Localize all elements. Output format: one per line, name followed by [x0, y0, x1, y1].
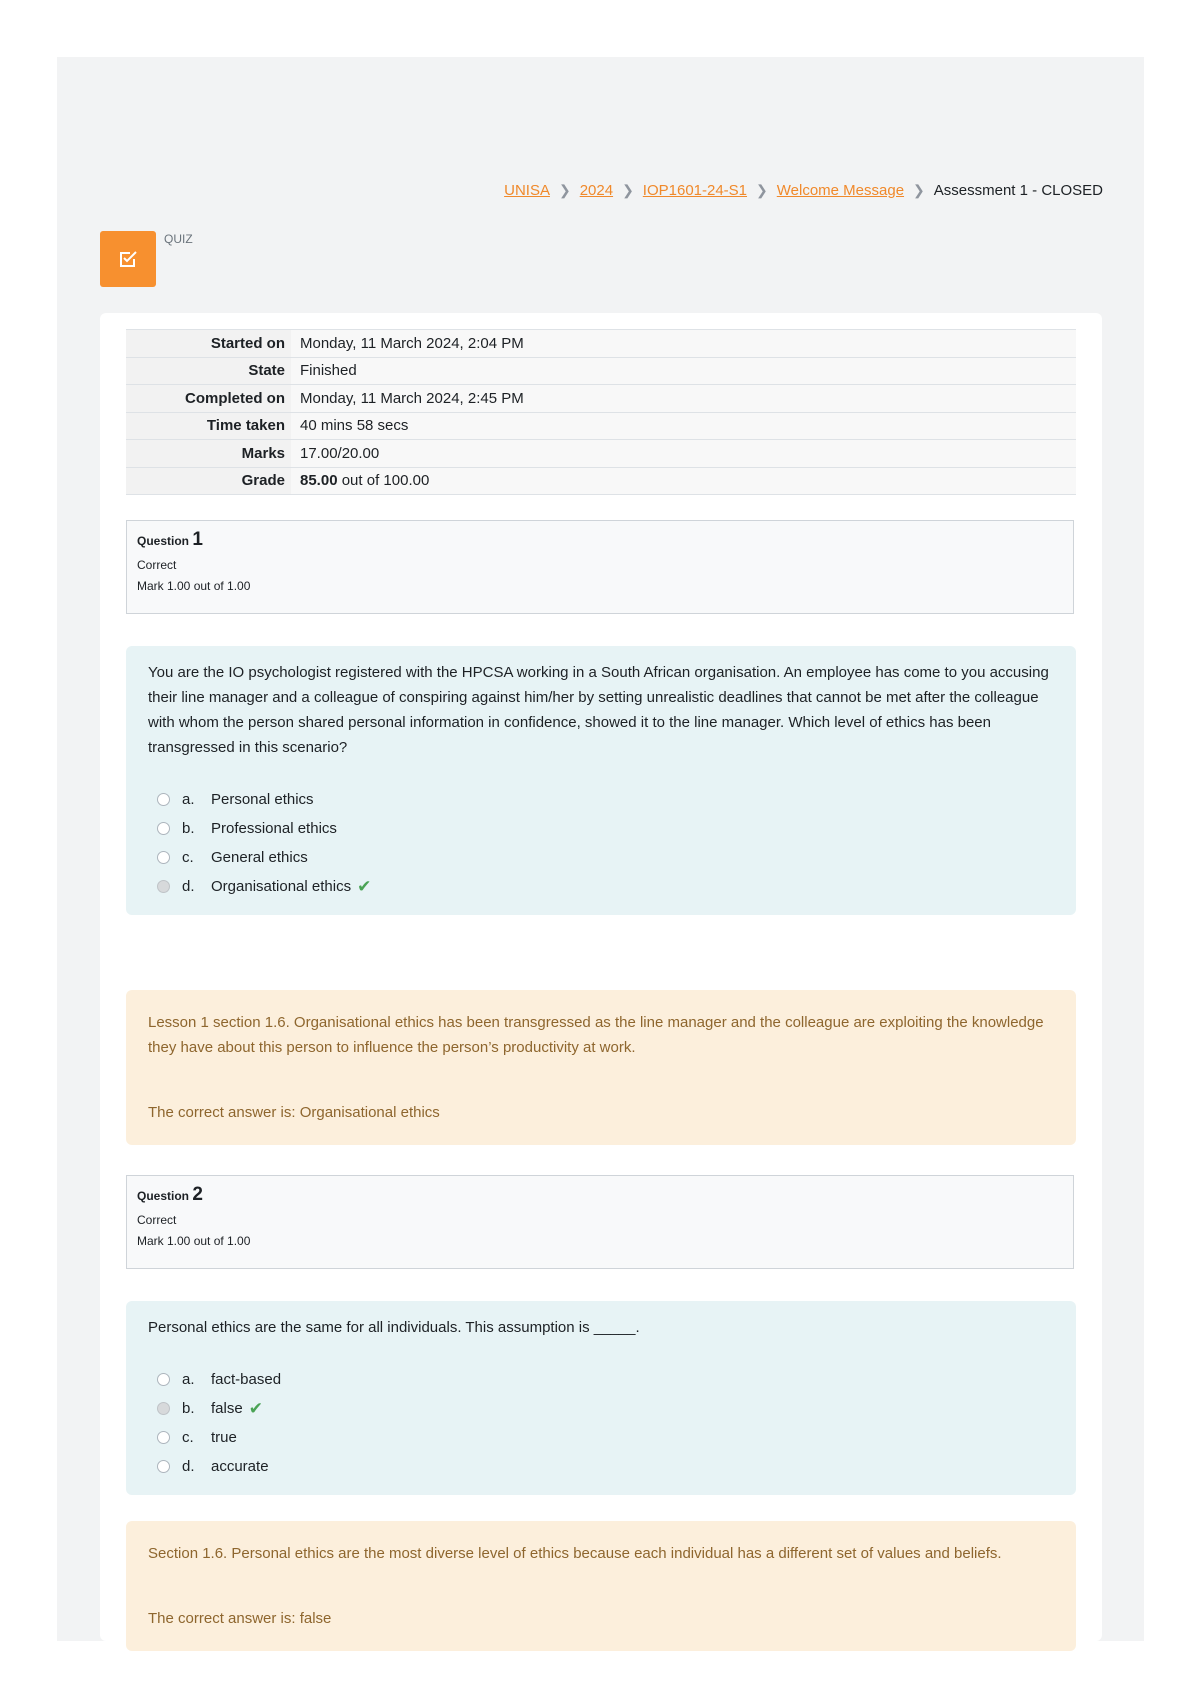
- breadcrumb: [504, 182, 1103, 199]
- summary-value: Monday, 11 March 2024, 2:45 PM: [291, 385, 1076, 413]
- radio-button-checked[interactable]: [157, 1402, 170, 1415]
- answer-letter: b.: [182, 1400, 195, 1417]
- radio-button-checked[interactable]: [157, 880, 170, 893]
- general-feedback: Section 1.6. Personal ethics are the most diverse level of ethics because each individual has a different set of values and beliefs.: [148, 1545, 1002, 1562]
- answer-letter: c.: [182, 1429, 194, 1446]
- question-number-value: 2: [192, 1184, 203, 1205]
- radio-button[interactable]: [157, 851, 170, 864]
- answer-list: [148, 785, 1054, 901]
- chevron-right-icon: ❯: [756, 182, 768, 198]
- question-mark: Mark 1.00 out of 1.00: [137, 579, 251, 593]
- correct-answer-text: The correct answer is: Organisational ethics: [148, 1104, 440, 1121]
- summary-row: [126, 357, 1076, 385]
- radio-button[interactable]: [157, 1431, 170, 1444]
- summary-row: [126, 330, 1076, 358]
- answer-option[interactable]: [148, 1452, 1054, 1481]
- summary-row: [126, 467, 1076, 495]
- grade-value: 85.00: [300, 472, 338, 490]
- checkmark-icon: ✔: [248, 1398, 263, 1418]
- general-feedback: Lesson 1 section 1.6. Organisational ethics has been transgressed as the line manager and the colleague are exploiting the knowledge they have about this person to influence the person’s productivity at work.: [148, 1014, 1044, 1056]
- question-mark: Mark 1.00 out of 1.00: [137, 1234, 251, 1248]
- quiz-checkbox-icon: [100, 231, 156, 287]
- correct-answer-text: The correct answer is: false: [148, 1610, 332, 1627]
- answer-text: true: [211, 1429, 237, 1446]
- question-info-1: [126, 520, 1074, 614]
- answer-letter: b.: [182, 820, 195, 837]
- answer-text: fact-based: [211, 1371, 282, 1388]
- answer-option[interactable]: [148, 814, 1054, 843]
- summary-label: Started on: [126, 330, 291, 358]
- summary-value: 17.00/20.00: [291, 440, 1076, 468]
- answer-option[interactable]: [148, 1423, 1054, 1452]
- answer-letter: d.: [182, 1458, 195, 1475]
- breadcrumb-link-unisa[interactable]: UNISA: [504, 182, 550, 199]
- answer-list: [148, 1365, 1054, 1481]
- radio-button[interactable]: [157, 822, 170, 835]
- breadcrumb-current: Assessment 1 - CLOSED: [933, 182, 1103, 199]
- summary-value: Monday, 11 March 2024, 2:04 PM: [291, 330, 1076, 358]
- summary-row: [126, 385, 1076, 413]
- summary-value: [291, 467, 1076, 495]
- summary-row: [126, 440, 1076, 468]
- summary-label: Completed on: [126, 385, 291, 413]
- answer-text: accurate: [211, 1458, 269, 1475]
- summary-label: Marks: [126, 440, 291, 468]
- summary-row: [126, 412, 1076, 440]
- question-text-box-1: [126, 646, 1076, 915]
- summary-label: Time taken: [126, 412, 291, 440]
- answer-text: General ethics: [211, 849, 308, 866]
- answer-letter: a.: [182, 1371, 195, 1388]
- feedback-box-1: [126, 990, 1076, 1145]
- answer-option[interactable]: [148, 1365, 1054, 1394]
- question-number-value: 1: [192, 529, 203, 550]
- question-text-box-2: [126, 1301, 1076, 1495]
- quiz-review-card: [100, 313, 1102, 1641]
- breadcrumb-link-section[interactable]: Welcome Message: [776, 182, 905, 199]
- summary-value: 40 mins 58 secs: [291, 412, 1076, 440]
- answer-option-selected[interactable]: [148, 872, 1054, 901]
- breadcrumb-link-year[interactable]: 2024: [579, 182, 614, 199]
- question-text: You are the IO psychologist registered with the HPCSA working in a South African organisation. An employee has come to you accusing their line manager and a colleague of conspiring against him/her by setting unrealistic deadlines that cannot be met after the colleague with whom the person shared personal information in confidence, showed it to the line manager. Which level of ethics has been transgressed in this scenario?: [148, 664, 1049, 756]
- answer-option[interactable]: [148, 785, 1054, 814]
- question-label: Question: [137, 1189, 190, 1203]
- question-state: Correct: [137, 1213, 177, 1227]
- answer-text: false: [211, 1400, 243, 1417]
- chevron-right-icon: ❯: [913, 182, 925, 198]
- chevron-right-icon: ❯: [622, 182, 634, 198]
- summary-label: State: [126, 357, 291, 385]
- answer-option[interactable]: [148, 843, 1054, 872]
- breadcrumb-link-course[interactable]: IOP1601-24-S1: [642, 182, 748, 199]
- answer-text: Professional ethics: [211, 820, 337, 837]
- chevron-right-icon: ❯: [558, 182, 571, 198]
- feedback-box-2: [126, 1521, 1076, 1651]
- radio-button[interactable]: [157, 1373, 170, 1386]
- question-state: Correct: [137, 558, 177, 572]
- question-number: [137, 529, 1063, 551]
- question-info-2: [126, 1175, 1074, 1269]
- answer-text: Organisational ethics: [211, 878, 352, 895]
- answer-letter: c.: [182, 849, 194, 866]
- summary-value: Finished: [291, 357, 1076, 385]
- answer-option-selected[interactable]: [148, 1394, 1054, 1423]
- answer-letter: d.: [182, 878, 195, 895]
- question-label: Question: [137, 534, 190, 548]
- answer-text: Personal ethics: [211, 791, 314, 808]
- question-text: Personal ethics are the same for all individuals. This assumption is _____.: [148, 1319, 640, 1336]
- page-frame: [57, 57, 1144, 1641]
- grade-total: out of 100.00: [337, 472, 430, 490]
- radio-button[interactable]: [157, 793, 170, 806]
- answer-letter: a.: [182, 791, 195, 808]
- question-number: [137, 1184, 1063, 1206]
- summary-label: Grade: [126, 467, 291, 495]
- radio-button[interactable]: [157, 1460, 170, 1473]
- module-type-label: QUIZ: [164, 232, 193, 246]
- checkmark-icon: ✔: [357, 876, 372, 896]
- attempt-summary-table: [126, 329, 1076, 495]
